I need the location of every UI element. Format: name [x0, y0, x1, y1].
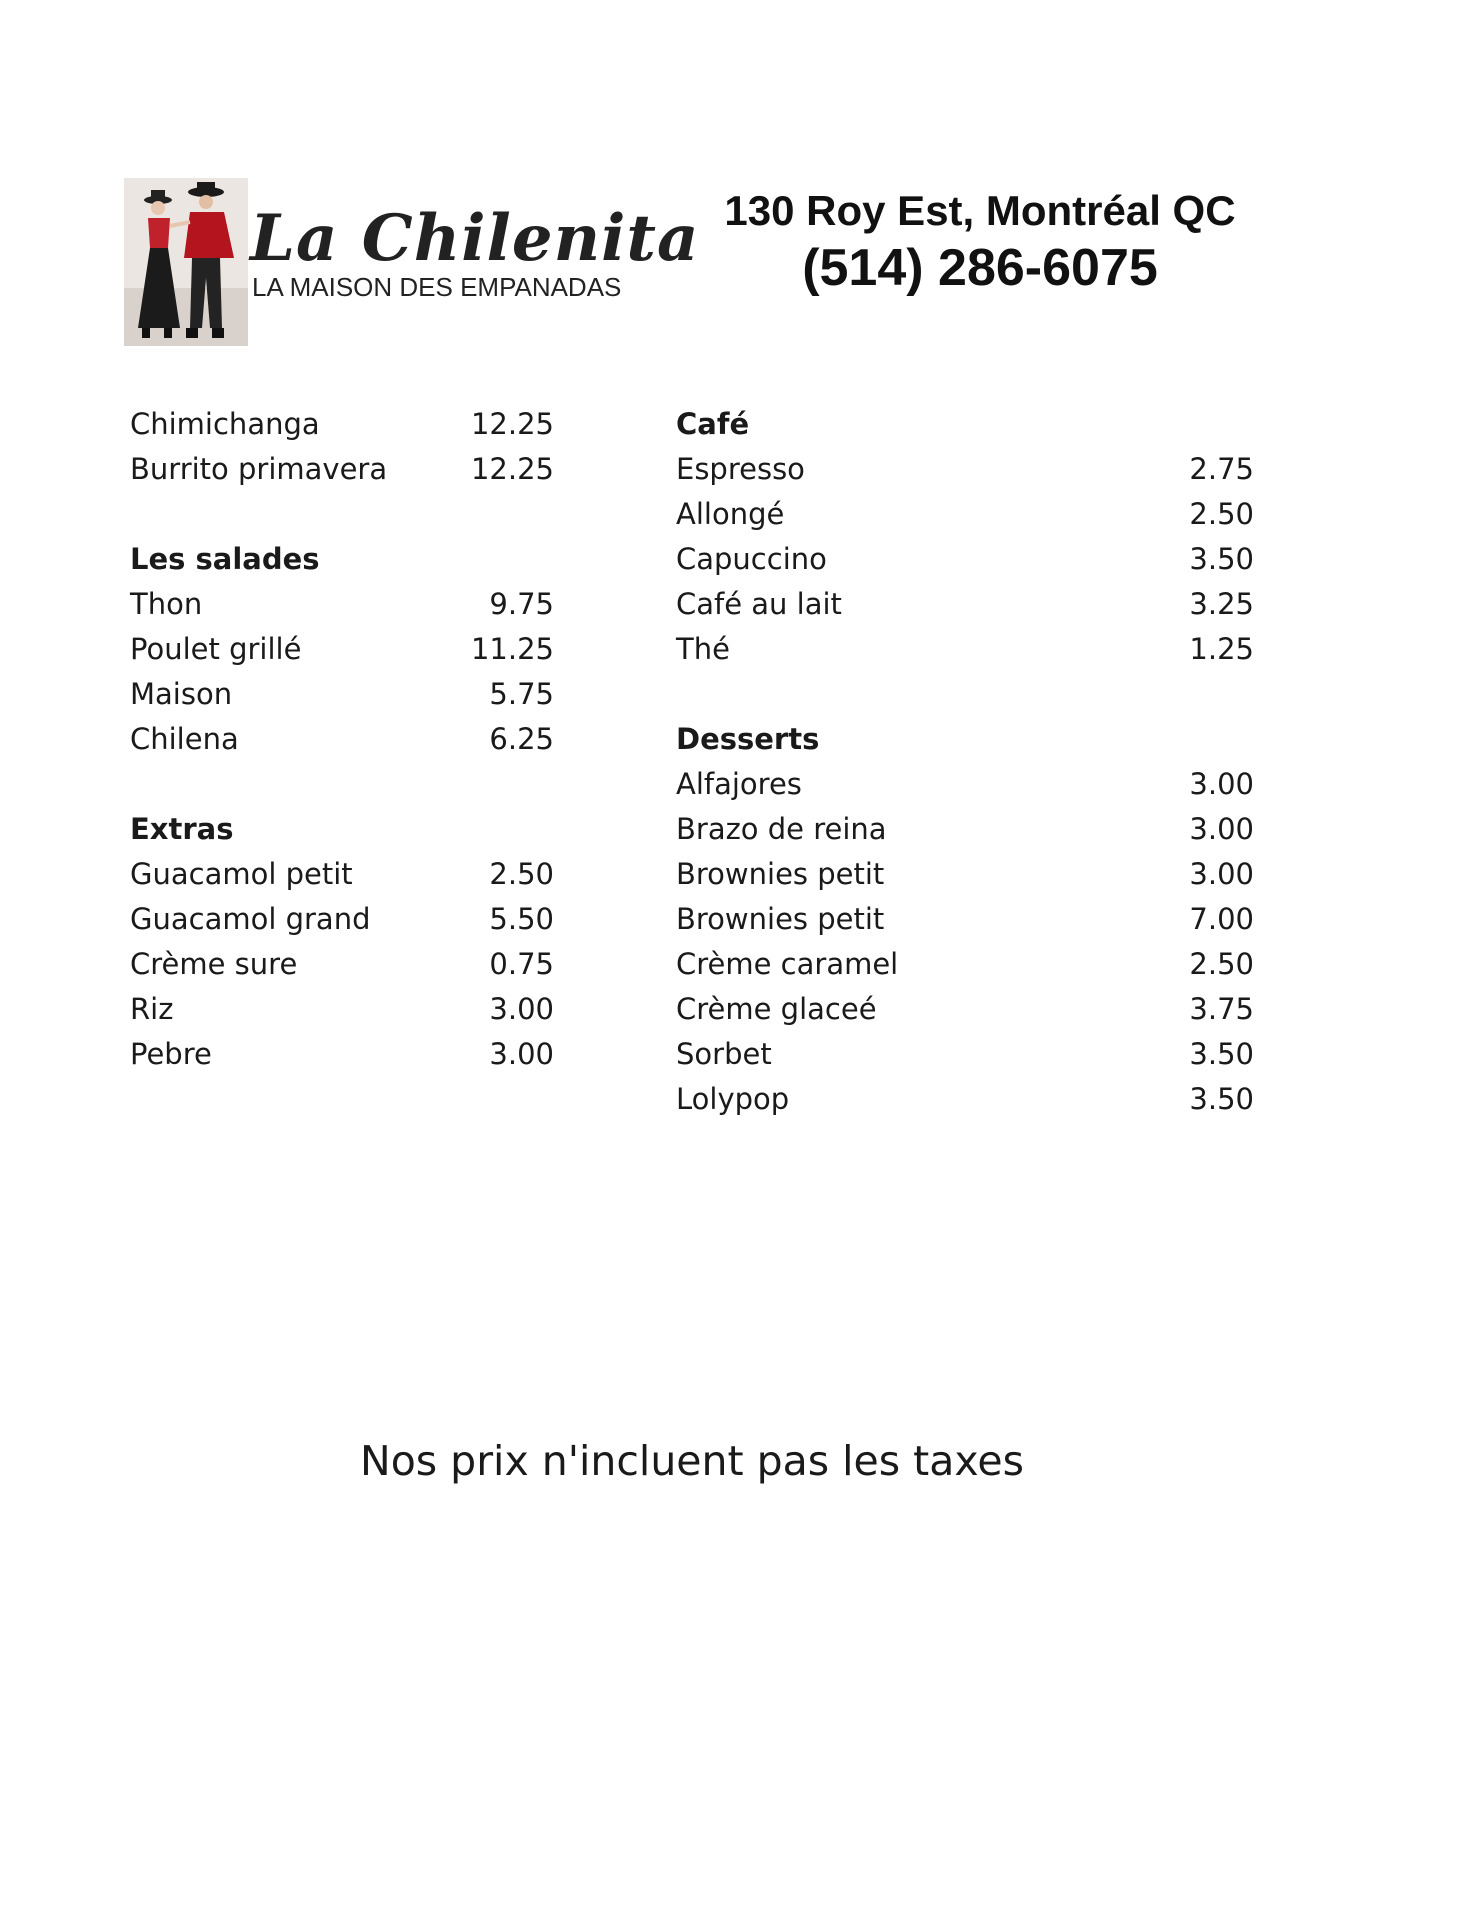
- restaurant-address: 130 Roy Est, Montréal QC: [724, 187, 1236, 234]
- left-menu-column: [130, 402, 554, 1077]
- menu-item-price: 12.25: [470, 452, 554, 486]
- menu-item-price: 3.00: [1189, 767, 1254, 801]
- menu-item-name: Sorbet: [676, 1037, 772, 1071]
- menu-item-name: Maison: [130, 677, 233, 711]
- menu-item-name: Capuccino: [676, 542, 827, 576]
- menu-item-name: Guacamol petit: [130, 857, 353, 891]
- menu-item: [676, 1032, 1254, 1077]
- menu-item-price: 3.00: [1189, 812, 1254, 846]
- menu-item-price: 1.25: [1189, 632, 1254, 666]
- menu-item: [676, 942, 1254, 987]
- dancers-logo-image: [124, 178, 248, 346]
- menu-item-name: Crème glaceé: [676, 992, 877, 1026]
- menu-item-price: 0.75: [489, 947, 554, 981]
- menu-item-name: Pebre: [130, 1037, 212, 1071]
- taxes-note: Nos prix n'incluent pas les taxes: [360, 1437, 1024, 1485]
- menu-item: [676, 582, 1254, 627]
- menu-item-name: Poulet grillé: [130, 632, 302, 666]
- menu-item-name: Chimichanga: [130, 407, 320, 441]
- menu-item: [130, 942, 554, 987]
- menu-item-name: Crème caramel: [676, 947, 899, 981]
- menu-item: [676, 537, 1254, 582]
- menu-item-price: 7.00: [1189, 902, 1254, 936]
- menu-item-name: Thé: [676, 632, 730, 666]
- menu-item-price: 9.75: [489, 587, 554, 621]
- spacer: [676, 672, 1254, 717]
- spacer: [130, 762, 554, 807]
- menu-item: [130, 987, 554, 1032]
- menu-item-name: Alfajores: [676, 767, 802, 801]
- menu-item: [676, 987, 1254, 1032]
- menu-item-price: 3.50: [1189, 1037, 1254, 1071]
- menu-item: [130, 627, 554, 672]
- menu-item-name: Lolypop: [676, 1082, 790, 1116]
- menu-item: [130, 852, 554, 897]
- menu-item-price: 12.25: [470, 407, 554, 441]
- menu-item: [130, 402, 554, 447]
- menu-item: [676, 897, 1254, 942]
- menu-item-price: 2.50: [489, 857, 554, 891]
- section-title-extras: Extras: [130, 812, 234, 846]
- section-title-cafe: Café: [676, 407, 750, 441]
- menu-item: [676, 762, 1254, 807]
- menu-item: [130, 1032, 554, 1077]
- menu-item-price: 3.50: [1189, 542, 1254, 576]
- menu-item-name: Burrito primavera: [130, 452, 388, 486]
- menu-item-price: 2.50: [1189, 947, 1254, 981]
- spacer: [130, 492, 554, 537]
- restaurant-phone: (514) 286-6075: [802, 239, 1158, 297]
- menu-item-price: 5.75: [489, 677, 554, 711]
- menu-item-name: Allongé: [676, 497, 785, 531]
- menu-item-price: 3.00: [489, 1037, 554, 1071]
- menu-item-name: Café au lait: [676, 587, 842, 621]
- menu-item: [676, 1077, 1254, 1122]
- menu-header: [0, 0, 1484, 360]
- menu-item: [130, 672, 554, 717]
- logo-subtitle: LA MAISON DES EMPANADAS: [252, 272, 622, 302]
- section-title-salades: Les salades: [130, 542, 320, 576]
- menu-item: [130, 897, 554, 942]
- menu-item-price: 2.50: [1189, 497, 1254, 531]
- section-title-desserts: Desserts: [676, 722, 820, 756]
- menu-item: [676, 807, 1254, 852]
- menu-item-price: 3.00: [489, 992, 554, 1026]
- menu-item-name: Thon: [130, 587, 203, 621]
- menu-item-price: 2.75: [1189, 452, 1254, 486]
- menu-item-price: 6.25: [489, 722, 554, 756]
- menu-item: [130, 582, 554, 627]
- menu-item-price: 5.50: [489, 902, 554, 936]
- menu-item: [130, 447, 554, 492]
- menu-item: [676, 492, 1254, 537]
- menu-item-name: Brownies petit: [676, 902, 885, 936]
- menu-item-name: Chilena: [130, 722, 239, 756]
- menu-item-name: Crème sure: [130, 947, 298, 981]
- menu-item-name: Brazo de reina: [676, 812, 887, 846]
- menu-item-price: 3.75: [1189, 992, 1254, 1026]
- menu-item: [130, 717, 554, 762]
- menu-item-name: Guacamol grand: [130, 902, 371, 936]
- menu-item: [676, 627, 1254, 672]
- menu-item: [676, 852, 1254, 897]
- menu-item-price: 3.25: [1189, 587, 1254, 621]
- logo-script-text: La Chilenita: [250, 201, 700, 276]
- menu-item-price: 3.00: [1189, 857, 1254, 891]
- dancers-illustration: [124, 178, 248, 346]
- menu-item-price: 3.50: [1189, 1082, 1254, 1116]
- menu-item: [676, 447, 1254, 492]
- menu-item-name: Riz: [130, 992, 174, 1026]
- menu-item-name: Brownies petit: [676, 857, 885, 891]
- menu-item-name: Espresso: [676, 452, 805, 486]
- menu-item-price: 11.25: [470, 632, 554, 666]
- right-menu-column: [676, 402, 1254, 1122]
